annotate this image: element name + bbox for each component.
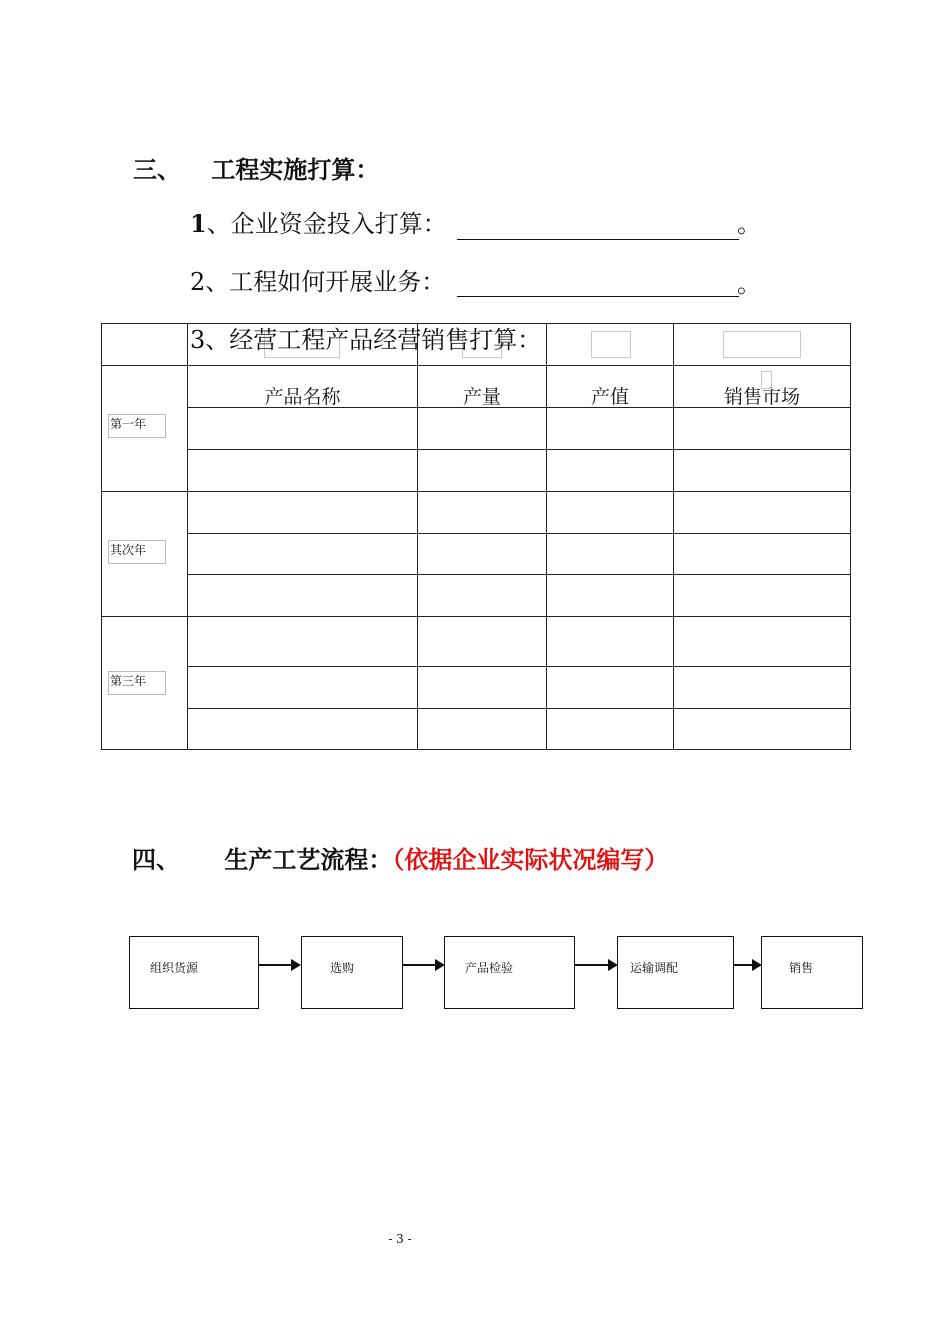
table-cell[interactable] [547,575,674,617]
table-cell[interactable] [188,575,418,617]
cursor-marker [761,371,772,389]
table-cell[interactable] [188,408,418,450]
table-cell[interactable] [418,667,547,709]
year-cell-2 [102,492,188,617]
table-cell[interactable] [674,575,851,617]
section-4-title: 生产工艺流程： [224,846,393,874]
table-cell[interactable] [674,709,851,750]
flow-arrow-icon [259,964,299,966]
table-cell[interactable] [188,450,418,492]
section-4-number: 四、 [132,846,180,874]
item-1 [190,204,447,239]
year-label-2: 其次年 [108,540,166,564]
year-cell-1 [102,366,188,492]
section-4-note: （依据企业实际状况编写） [392,846,669,874]
item-2-number: 2 [190,268,206,296]
col-header-value: 产值 [547,366,674,408]
flow-step-4: 运输调配 [617,936,734,1009]
table-row [102,617,851,667]
table-cell[interactable] [674,667,851,709]
table-row [102,575,851,617]
table-row [102,709,851,750]
table-cell[interactable] [418,534,547,575]
table-cell[interactable] [547,709,674,750]
empty-text-box [591,331,631,358]
flow-arrow-icon [575,964,616,966]
table-cell[interactable] [188,667,418,709]
item-1-number: 1 [190,209,207,238]
table-cell[interactable] [188,492,418,534]
table-cell[interactable] [547,450,674,492]
item-3 [190,320,541,355]
item-2-period: 。 [737,270,761,298]
flow-step-3: 产品检验 [444,936,575,1009]
empty-text-box [723,331,801,358]
item-1-blank-line[interactable] [457,239,739,240]
item-1-period: 。 [737,210,761,238]
table-cell[interactable] [418,709,547,750]
table-header-row [102,366,851,408]
table-cell[interactable] [674,617,851,667]
item-3-number: 3 [190,326,206,354]
table-cell [102,324,188,366]
table-cell[interactable] [547,408,674,450]
table-cell[interactable] [547,667,674,709]
table-row [102,408,851,450]
flow-arrow-icon [734,964,760,966]
table-cell[interactable] [674,534,851,575]
table-row [102,492,851,534]
item-2-blank-line[interactable] [457,296,739,297]
table-cell[interactable] [418,617,547,667]
table-cell[interactable] [418,492,547,534]
section-3-title: 工程实施打算： [211,156,380,184]
item-1-label: 、企业资金投入打算： [206,210,447,238]
col-header-product: 产品名称 [188,366,418,408]
table-cell[interactable] [418,575,547,617]
table-cell[interactable] [674,492,851,534]
table-cell [547,324,674,366]
col-header-output: 产量 [418,366,547,408]
item-3-label: 、经营工程产品经营销售打算： [205,326,542,354]
flow-step-1: 组织货源 [129,936,259,1009]
flow-step-5: 销售 [761,936,863,1009]
year-cell-3 [102,617,188,750]
year-label-3: 第三年 [108,671,166,695]
table-cell [674,324,851,366]
table-row [102,450,851,492]
table-cell[interactable] [547,492,674,534]
table-cell[interactable] [674,450,851,492]
item-2 [190,262,445,297]
flow-step-2: 选购 [301,936,403,1009]
flow-arrow-icon [403,964,443,966]
table-cell[interactable] [547,534,674,575]
col-header-market: 销售市场 [674,366,851,408]
table-cell[interactable] [188,617,418,667]
table-cell[interactable] [674,408,851,450]
section-3-heading [133,150,379,185]
table-cell[interactable] [188,534,418,575]
item-2-label: 、工程如何开展业务： [205,268,446,296]
table-row [102,534,851,575]
table-cell[interactable] [418,408,547,450]
section-3-number: 三、 [133,156,181,184]
table-row [102,667,851,709]
table-cell[interactable] [188,709,418,750]
page-number: - 3 - [388,1232,412,1246]
sales-plan-table [101,323,851,750]
table-cell[interactable] [418,450,547,492]
section-4-heading [132,840,668,875]
table-cell[interactable] [547,617,674,667]
year-label-1: 第一年 [108,414,166,438]
